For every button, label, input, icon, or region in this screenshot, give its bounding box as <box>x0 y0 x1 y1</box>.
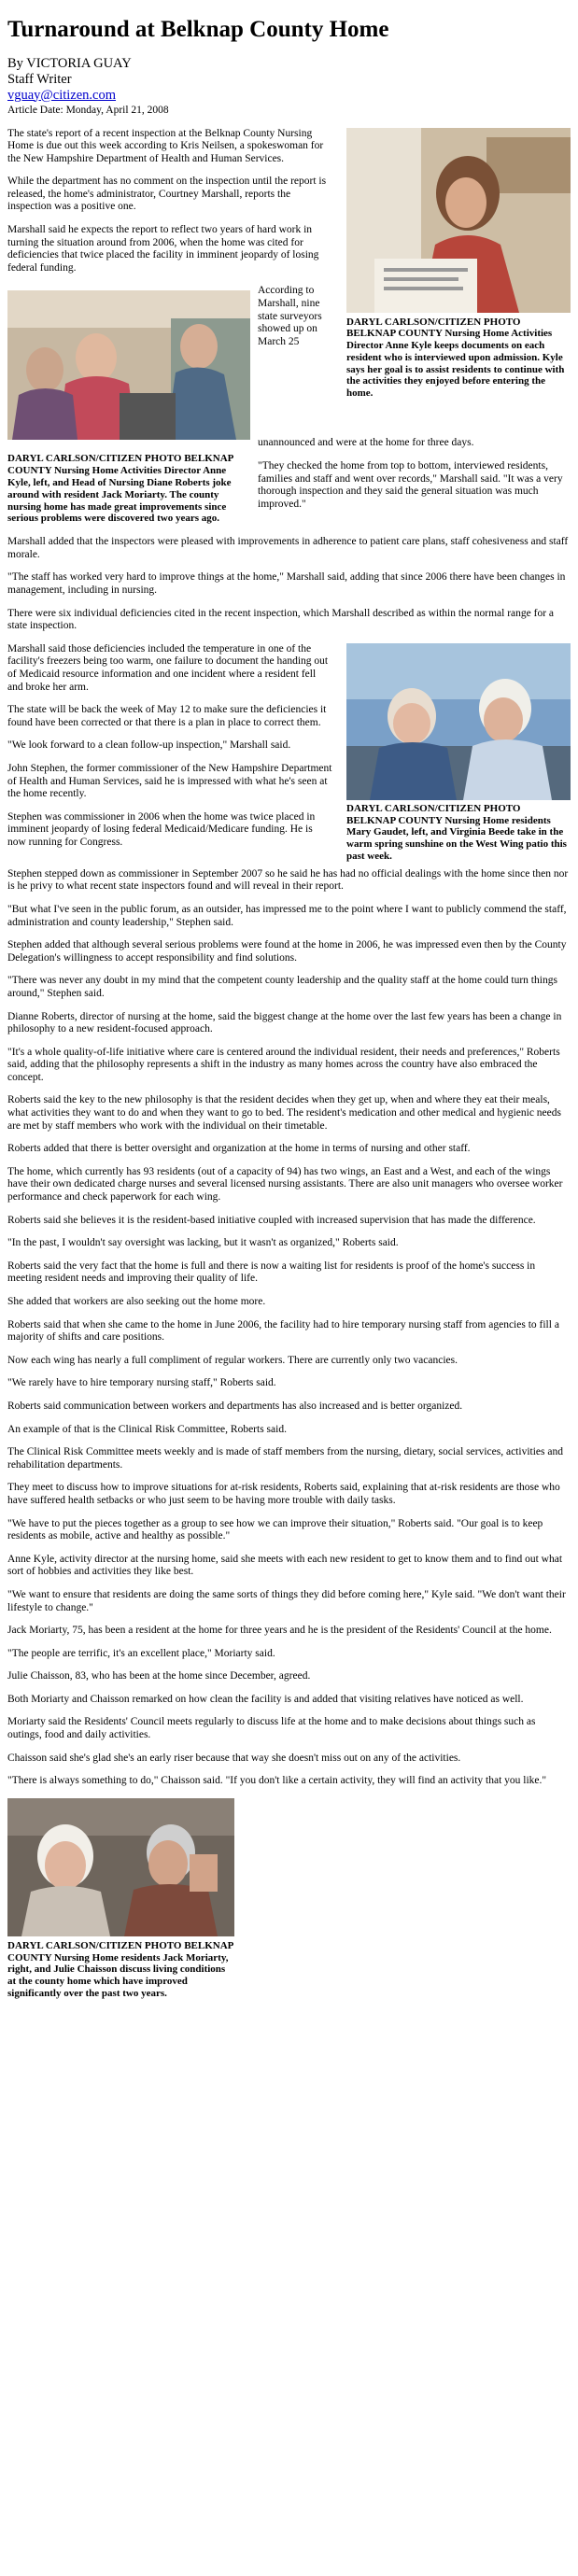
paragraph: Marshall said those deficiencies included the temperature in one of the facility's freezers being too warm, one failure to document the handing out of Medicaid resource information and one incident where a resident fell and broke her arm. <box>7 642 329 693</box>
paragraph: "We look forward to a clean follow-up inspection," Marshall said. <box>7 739 291 752</box>
paragraph: unannounced and were at the home for three days. <box>258 437 474 449</box>
paragraph: Stephen was commissioner in 2006 when the home was twice placed in imminent jeopardy of losing federal Medicaid/Medicare funding. He is now running for Congress. <box>7 810 316 848</box>
photo-1-image <box>346 128 571 313</box>
photo-4-caption: DARYL CARLSON/CITIZEN PHOTO BELKNAP COUNTY Nursing Home residents Jack Moriarty, right, and Julie Chaisson discuss living conditions at the county home which have improved significantly over the past two years. <box>7 1939 233 2000</box>
paragraph: According to Marshall, nine state surveyors showed up on March 25 <box>258 285 322 347</box>
photo-1-block <box>346 128 571 401</box>
photo-nursing-staff-joke <box>7 290 250 440</box>
photo-residents-patio <box>346 643 571 800</box>
photo-3-block <box>346 643 571 863</box>
paragraph: "The staff has worked very hard to improve things at the home," Marshall said, adding that since 2006 there have been changes in management, including in nursing. <box>7 571 566 596</box>
paragraph: Dianne Roberts, director of nursing at the home, said the biggest change at the home over the last few years has been a change in philosophy to a new resident-focused approach. <box>7 1010 562 1035</box>
paragraph: The Clinical Risk Committee meets weekly and is made of staff members from the nursing, dietary, social services, activities and rehabilitation departments. <box>7 1446 563 1471</box>
paragraph: Stephen added that although several serious problems were found at the home in 2006, he was impressed even then by the County Delegation's willingness to accept responsibility and find solutions. <box>7 939 567 964</box>
photo-2-caption: DARYL CARLSON/CITIZEN PHOTO BELKNAP COUNTY Nursing Home Activities Director Anne Kyle, left, and Head of Nursing Diane Roberts joke around with resident Jack Moriarty. The county nursing home has made great improvements since serious problems were discovered two years ago. <box>7 453 233 525</box>
paragraph: John Stephen, the former commissioner of the New Hampshire Department of Health and Human Services, said he is impressed with what he's seen at the home recently. <box>7 762 332 800</box>
photo-1-caption: DARYL CARLSON/CITIZEN PHOTO BELKNAP COUNTY Nursing Home Activities Director Anne Kyle keeps documents on each resident who is interviewed upon admission. Kyle says her goal is to assist residents to continue with the activities they enjoyed before entering the home. <box>346 316 565 400</box>
paragraph: Roberts said communication between workers and departments has also increased and is better organized. <box>7 1400 463 1412</box>
paragraph: "They checked the home from top to bottom, interviewed residents, families and staff and went over records," Marshall said. "It was a very thorough inspection and they said the general situation was much improved." <box>258 460 563 510</box>
paragraph: "We rarely have to hire temporary nursing staff," Roberts said. <box>7 1377 276 1389</box>
photo-2-image <box>7 290 250 440</box>
byline-role: Staff Writer <box>7 71 72 87</box>
paragraph: "We want to ensure that residents are doing the same sorts of things they did before coming here," Kyle said. "We don't want their lifestyle to change." <box>7 1588 566 1613</box>
paragraph: The state will be back the week of May 12 to make sure the deficiencies it found have been corrected or that there is a plan in place to correct them. <box>7 704 327 728</box>
paragraph: Now each wing has nearly a full compliment of regular workers. There are currently only two vacancies. <box>7 1354 458 1366</box>
paragraph: "The people are terrific, it's an excellent place," Moriarty said. <box>7 1647 275 1659</box>
paragraph: An example of that is the Clinical Risk Committee, Roberts said. <box>7 1423 287 1435</box>
paragraph: Roberts said that when she came to the home in June 2006, the facility had to hire temporary nursing staff from agencies to fill a majority of shifts and care positions. <box>7 1318 559 1344</box>
photo-2-block <box>7 290 250 525</box>
paragraph: "We have to put the pieces together as a group to see how we can improve their situation," Roberts said. "Our goal is to keep residents as mobile, active and healthy as possible." <box>7 1517 543 1542</box>
byline-author: By VICTORIA GUAY <box>7 55 132 71</box>
article-title: Turnaround at Belknap County Home <box>7 17 389 42</box>
paragraph: The state's report of a recent inspection at the Belknap County Nursing Home is due out this week according to Kris Neilsen, a spokeswoman for the New Hampshire Department of Health and Human Services. <box>7 127 324 164</box>
paragraph: Stephen stepped down as commissioner in September 2007 so he said he has had no official dealings with the home since then nor is he privy to what recent state inspectors found and will reveal in their report. <box>7 867 569 893</box>
author-email-link[interactable]: vguay@citizen.com <box>7 87 117 103</box>
paragraph: "In the past, I wouldn't say oversight was lacking, but it wasn't as organized," Roberts said. <box>7 1237 399 1249</box>
paragraph: Roberts said she believes it is the resident-based initiative coupled with increased supervision that has made the difference. <box>7 1214 536 1226</box>
paragraph: Chaisson said she's glad she's an early riser because that way she doesn't miss out on any of the activities. <box>7 1752 461 1764</box>
photo-3-caption: DARYL CARLSON/CITIZEN PHOTO BELKNAP COUNTY Nursing Home residents Mary Gaudet, left, and Virginia Beede take in the warm spring sunshine on the West Wing patio this past week. <box>346 802 567 862</box>
paragraph: She added that workers are also seeking out the home more. <box>7 1296 266 1308</box>
paragraph: Marshall said he expects the report to reflect two years of hard work in turning the situation around from 2006, when the home was cited for deficiencies that twice placed the facility in imminent jeopardy of losing federal funding. <box>7 224 319 274</box>
paragraph: Julie Chaisson, 83, who has been at the home since December, agreed. <box>7 1670 311 1682</box>
paragraph: "But what I've seen in the public forum, as an outsider, has impressed me to the point where I want to publicly commend the staff, administration and county leadership," Stephen said. <box>7 903 567 928</box>
photo-residents-discuss <box>7 1798 234 1936</box>
paragraph: While the department has no comment on the inspection until the report is released, the home's administrator, Courtney Marshall, reports the inspection was a positive one. <box>7 176 327 213</box>
paragraph: "There was never any doubt in my mind that the competent county leadership and the quality staff at the home could turn things around," Stephen said. <box>7 975 557 999</box>
paragraph: Roberts said the key to the new philosophy is that the resident decides when they get up, when and where they eat their meals, what activities they want to do and when they want to go to bed. The resident's medication and other medical and hygienic needs are met by staff members who work with the individual on their timetable. <box>7 1094 561 1132</box>
paragraph: Moriarty said the Residents' Council meets regularly to discuss life at the home and to make decisions about things such as outings, food and daily activities. <box>7 1716 536 1741</box>
paragraph: The home, which currently has 93 residents (out of a capacity of 94) has two wings, an East and a West, and each of the wings have their own dedicated charge nurses and several licensed nursing assistants. There are also unit managers who oversee worker performance and check paperwork for each wing. <box>7 1165 563 1204</box>
paragraph: They meet to discuss how to improve situations for at-risk residents, Roberts said, explaining that at-risk residents are those who have suffered health setbacks or who just seem to be having more trouble with daily tasks. <box>7 1482 560 1506</box>
article-date: Article Date: Monday, April 21, 2008 <box>7 104 169 116</box>
photo-4-image <box>7 1798 234 1936</box>
paragraph: Roberts added that there is better oversight and organization at the home in terms of nursing and other staff. <box>7 1143 471 1155</box>
paragraph: "There is always something to do," Chaisson said. "If you don't like a certain activity, they will find an activity that you like." <box>7 1775 547 1787</box>
paragraph: Anne Kyle, activity director at the nursing home, said she meets with each new resident to get to know them and to find out what sort of hobbies and activities they like best. <box>7 1553 563 1578</box>
article-page <box>0 17 578 2000</box>
paragraph: Both Moriarty and Chaisson remarked on how clean the facility is and added that visiting relatives have noticed as well. <box>7 1693 524 1705</box>
photo-3-image <box>346 643 571 800</box>
paragraph: There were six individual deficiencies cited in the recent inspection, which Marshall described as within the normal range for a state inspection. <box>7 607 555 632</box>
paragraph: "It's a whole quality-of-life initiative where care is centered around the individual resident, their needs and preferences," Roberts said, adding that the philosophy represents a shift in the industry as many homes across the country have also embraced the concept. <box>7 1046 560 1083</box>
paragraph: Jack Moriarty, 75, has been a resident at the home for three years and he is the president of the Residents' Council at the home. <box>7 1625 552 1637</box>
paragraph: Marshall added that the inspectors were pleased with improvements in adherence to patient care plans, staff cohesiveness and staff morale. <box>7 536 569 560</box>
paragraph: Roberts said the very fact that the home is full and there is now a waiting list for residents is proof of the home's success in meeting resident needs and improving their quality of life. <box>7 1260 536 1285</box>
photo-activities-director <box>346 128 571 313</box>
photo-4-block <box>7 1798 234 2000</box>
